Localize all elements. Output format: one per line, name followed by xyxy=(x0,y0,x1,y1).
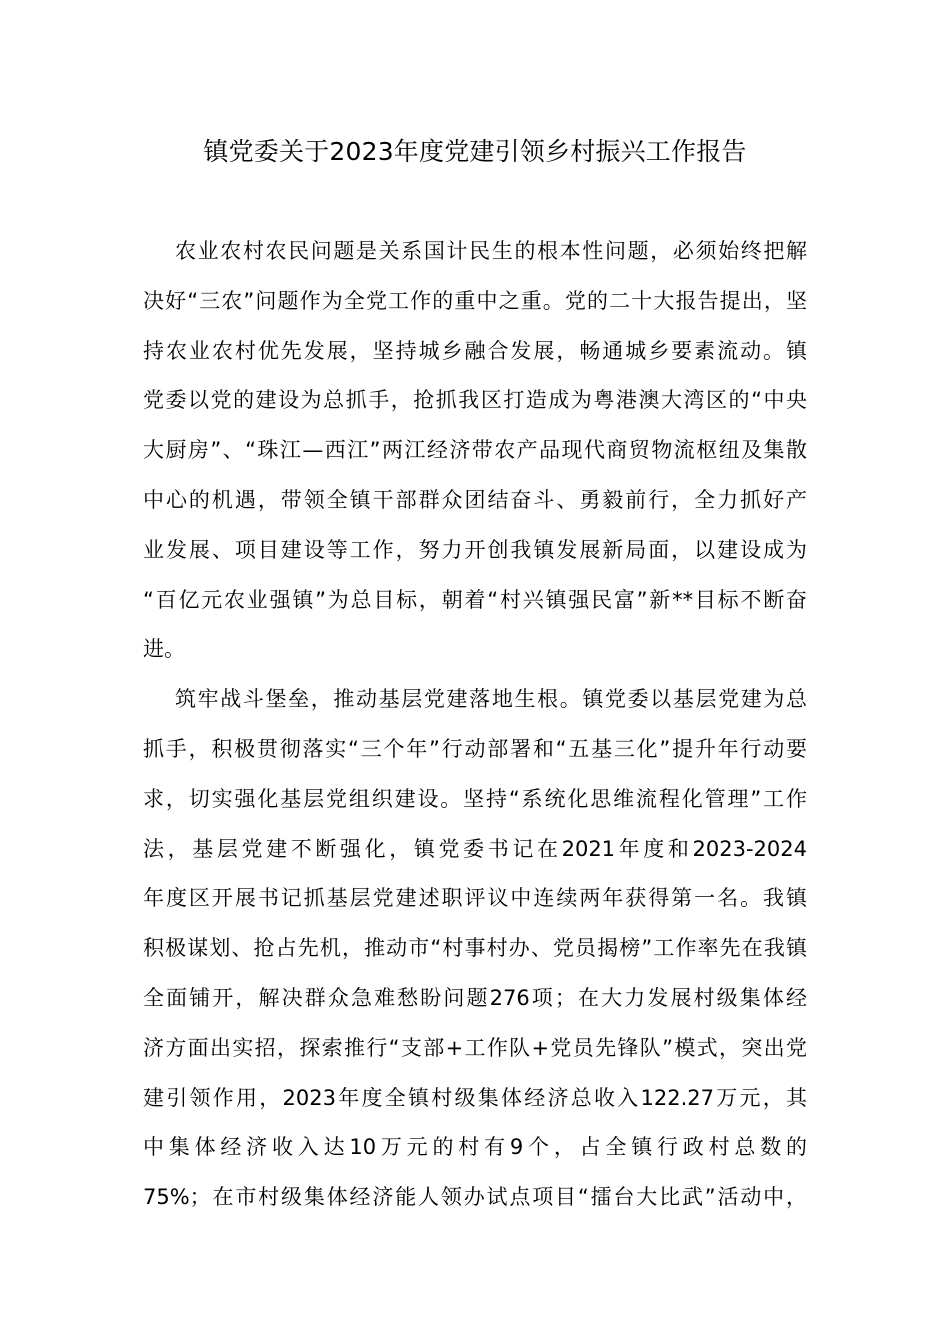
paragraph-2-line-1: 筑牢战斗堡垒，推动基层党建落地生根。镇党委以基层党建为总 xyxy=(175,687,807,712)
paragraph-2-line-5: 年度区开展书记抓基层党建述职评议中连续两年获得第一名。我镇 xyxy=(143,886,807,911)
paragraph-1-line-1: 农业农村农民问题是关系国计民生的根本性问题，必须始终把解 xyxy=(175,239,807,263)
paragraph-1-line-6: 中心的机遇，带领全镇干部群众团结奋斗、勇毅前行，全力抓好产 xyxy=(143,487,807,512)
paragraph-2-line-7: 全面铺开，解决群众急难愁盼问题276项；在大力发展村级集体经 xyxy=(143,985,807,1010)
paragraph-2-line-6: 积极谋划、抢占先机，推动市“村事村办、党员揭榜”工作率先在我镇 xyxy=(143,936,807,961)
paragraph-2-line-3: 求，切实强化基层党组织建设。坚持“系统化思维流程化管理”工作 xyxy=(143,786,807,811)
paragraph-1-line-9: 进。 xyxy=(143,637,185,662)
document-title: 镇党委关于2023年度党建引领乡村振兴工作报告 xyxy=(203,137,747,166)
paragraph-1-line-5: 大厨房”、“珠江—西江”两江经济带农产品现代商贸物流枢纽及集散 xyxy=(143,438,807,463)
paragraph-2-line-11: 75%；在市村级集体经济能人领办试点项目“擂台大比武”活动中， xyxy=(143,1185,807,1210)
paragraph-2-line-9: 建引领作用，2023年度全镇村级集体经济总收入122.27万元，其 xyxy=(143,1085,807,1110)
paragraph-2-line-4: 法，基层党建不断强化，镇党委书记在2021年度和2023-2024 xyxy=(143,836,807,861)
paragraph-1-line-3: 持农业农村优先发展，坚持城乡融合发展，畅通城乡要素流动。镇 xyxy=(143,338,807,363)
paragraph-1-line-2: 决好“三农”问题作为全党工作的重中之重。党的二十大报告提出，坚 xyxy=(143,288,807,313)
document-body xyxy=(143,227,807,1223)
paragraph-2-line-2: 抓手，积极贯彻落实“三个年”行动部署和“五基三化”提升年行动要 xyxy=(143,736,807,761)
paragraph-1-line-4: 党委以党的建设为总抓手，抢抓我区打造成为粤港澳大湾区的“中央 xyxy=(143,388,807,413)
paragraph-1-line-8: “百亿元农业强镇”为总目标，朝着“村兴镇强民富”新**目标不断奋 xyxy=(143,587,807,612)
paragraph-1-line-7: 业发展、项目建设等工作，努力开创我镇发展新局面，以建设成为 xyxy=(143,537,807,562)
paragraph-2-line-8: 济方面出实招，探索推行“支部+工作队+党员先锋队”模式，突出党 xyxy=(143,1035,807,1060)
paragraph-2-line-10: 中集体经济收入达10万元的村有9个，占全镇行政村总数的 xyxy=(143,1135,807,1160)
